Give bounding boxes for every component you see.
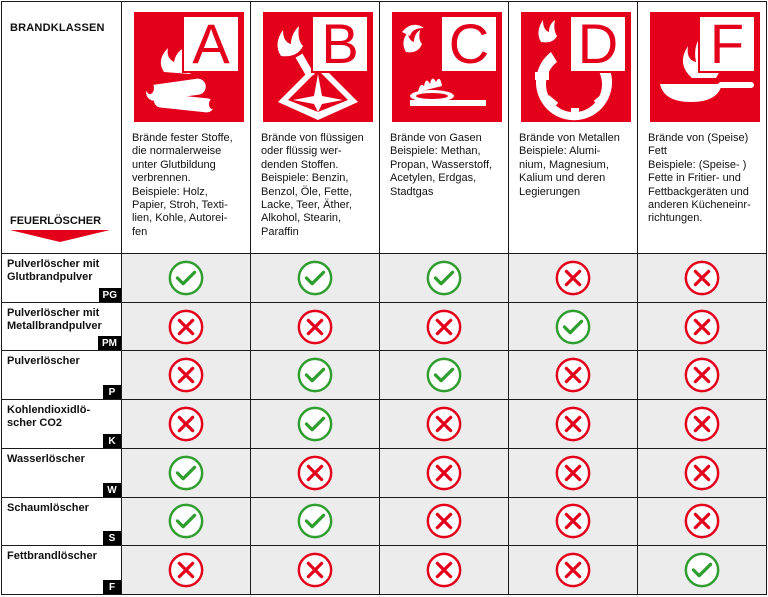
class-letter-box	[311, 12, 369, 75]
class-description: Brände von Metallen Beispiele: Alumi- nium, Magnesium, Kalium und deren Legierungen	[519, 132, 620, 198]
suitability-cell	[380, 498, 509, 547]
extinguisher-name: Schaumlöscher	[7, 501, 89, 514]
check-icon	[167, 454, 205, 492]
extinguisher-code-badge: P	[103, 385, 121, 399]
extinguisher-code-badge: W	[103, 483, 121, 497]
extinguisher-row-f	[2, 546, 122, 595]
suitability-cell	[251, 254, 380, 303]
class-pictogram	[650, 12, 760, 122]
suitability-cell	[509, 254, 638, 303]
classes-heading: BRANDKLASSEN	[10, 22, 105, 34]
suitability-cell	[251, 351, 380, 400]
suitability-cell	[380, 449, 509, 498]
suitability-cell	[509, 303, 638, 352]
cross-icon	[554, 454, 592, 492]
suitability-cell	[509, 449, 638, 498]
class-description: Brände von Gasen Beispiele: Methan, Propan, Wasserstoff, Acetylen, Erdgas, Stadtgas	[390, 132, 493, 198]
check-icon	[167, 259, 205, 297]
class-description: Brände von (Speise) Fett Beispiele: (Speise- ) Fette in Fritier- und Fettbackgeräten und anderen Kücheneinr- richtungen.	[648, 132, 751, 225]
extinguisher-name: Fettbrandlöscher	[7, 550, 97, 563]
check-icon	[683, 551, 721, 589]
cross-icon	[425, 454, 463, 492]
class-letter: C	[448, 12, 490, 75]
extinguisher-code-badge: S	[103, 531, 121, 545]
class-description: Brände fester Stoffe, die normalerweise unter Glutbildung verbrennen. Beispiele: Holz, Papier, Stroh, Texti- lien, Kohle, Autorei- fen	[132, 132, 233, 238]
suitability-cell	[638, 351, 767, 400]
suitability-cell	[251, 303, 380, 352]
extinguisher-code-badge: F	[103, 580, 121, 594]
class-letter-box	[440, 12, 498, 75]
cross-icon	[425, 308, 463, 346]
cross-icon	[425, 405, 463, 443]
suitability-cell	[380, 351, 509, 400]
cross-icon	[167, 308, 205, 346]
suitability-cell	[380, 254, 509, 303]
suitability-cell	[638, 303, 767, 352]
cross-icon	[554, 405, 592, 443]
corner-header	[2, 2, 122, 254]
fire-class-b	[251, 2, 380, 254]
extinguisher-name: Kohlendioxidlö- scher CO2	[7, 404, 91, 430]
extinguisher-name: Pulverlöscher	[7, 355, 80, 368]
suitability-cell	[638, 546, 767, 595]
suitability-cell	[122, 254, 251, 303]
suitability-cell	[509, 546, 638, 595]
cross-icon	[167, 551, 205, 589]
class-pictogram	[134, 12, 244, 122]
extinguishers-heading: FEUERLÖSCHER	[10, 215, 102, 227]
check-icon	[296, 356, 334, 394]
class-pictogram	[392, 12, 502, 122]
fire-class-a	[122, 2, 251, 254]
suitability-cell	[509, 351, 638, 400]
check-icon	[167, 502, 205, 540]
suitability-cell	[509, 498, 638, 547]
check-icon	[296, 405, 334, 443]
fire-class-table	[1, 1, 767, 595]
extinguisher-name: Pulverlöscher mit Glutbrandpulver	[7, 258, 100, 283]
cross-icon	[683, 454, 721, 492]
extinguisher-row-s	[2, 498, 122, 547]
class-letter-box	[698, 12, 756, 75]
extinguisher-name: Wasserlöscher	[7, 452, 85, 465]
extinguisher-row-pm	[2, 303, 122, 352]
fire-class-f	[638, 2, 767, 254]
suitability-cell	[380, 303, 509, 352]
cross-icon	[554, 356, 592, 394]
suitability-cell	[122, 449, 251, 498]
class-pictogram	[521, 12, 631, 122]
check-icon	[554, 308, 592, 346]
class-letter: D	[577, 12, 619, 75]
suitability-cell	[509, 400, 638, 449]
cross-icon	[425, 551, 463, 589]
fire-class-d	[509, 2, 638, 254]
suitability-cell	[251, 400, 380, 449]
extinguisher-row-k	[2, 400, 122, 449]
fire-class-c	[380, 2, 509, 254]
extinguisher-row-w	[2, 449, 122, 498]
suitability-cell	[251, 449, 380, 498]
suitability-cell	[251, 546, 380, 595]
suitability-cell	[122, 351, 251, 400]
check-icon	[425, 259, 463, 297]
class-letter: A	[192, 12, 230, 75]
suitability-cell	[380, 546, 509, 595]
extinguisher-code-badge: K	[103, 434, 121, 448]
extinguisher-row-p	[2, 351, 122, 400]
extinguisher-name: Pulverlöscher mit Metallbrandpulver	[7, 306, 102, 332]
class-letter: F	[709, 12, 745, 75]
suitability-cell	[638, 449, 767, 498]
suitability-cell	[122, 303, 251, 352]
check-icon	[296, 259, 334, 297]
check-icon	[296, 502, 334, 540]
suitability-cell	[638, 400, 767, 449]
suitability-cell	[122, 546, 251, 595]
cross-icon	[296, 551, 334, 589]
suitability-cell	[122, 498, 251, 547]
arrow-down-icon	[10, 230, 110, 242]
cross-icon	[683, 502, 721, 540]
class-pictogram	[263, 12, 373, 122]
cross-icon	[683, 405, 721, 443]
class-letter: B	[321, 12, 359, 75]
suitability-cell	[122, 400, 251, 449]
class-letter-box	[182, 12, 240, 75]
cross-icon	[683, 259, 721, 297]
extinguisher-row-pg	[2, 254, 122, 303]
cross-icon	[425, 502, 463, 540]
extinguisher-code-badge: PM	[98, 336, 121, 350]
suitability-cell	[251, 498, 380, 547]
suitability-cell	[638, 254, 767, 303]
class-letter-box	[569, 12, 627, 75]
cross-icon	[554, 259, 592, 297]
suitability-cell	[638, 498, 767, 547]
cross-icon	[683, 308, 721, 346]
cross-icon	[167, 356, 205, 394]
cross-icon	[683, 356, 721, 394]
cross-icon	[554, 551, 592, 589]
check-icon	[425, 356, 463, 394]
suitability-cell	[380, 400, 509, 449]
cross-icon	[296, 308, 334, 346]
cross-icon	[296, 454, 334, 492]
extinguisher-code-badge: PG	[99, 288, 121, 302]
cross-icon	[167, 405, 205, 443]
cross-icon	[554, 502, 592, 540]
class-description: Brände von flüssigen oder flüssig wer- denden Stoffen. Beispiele: Benzin, Benzol, Öle, Fette, Lacke, Teer, Äther, Alkohol, Stearin, Paraffin	[261, 132, 364, 238]
